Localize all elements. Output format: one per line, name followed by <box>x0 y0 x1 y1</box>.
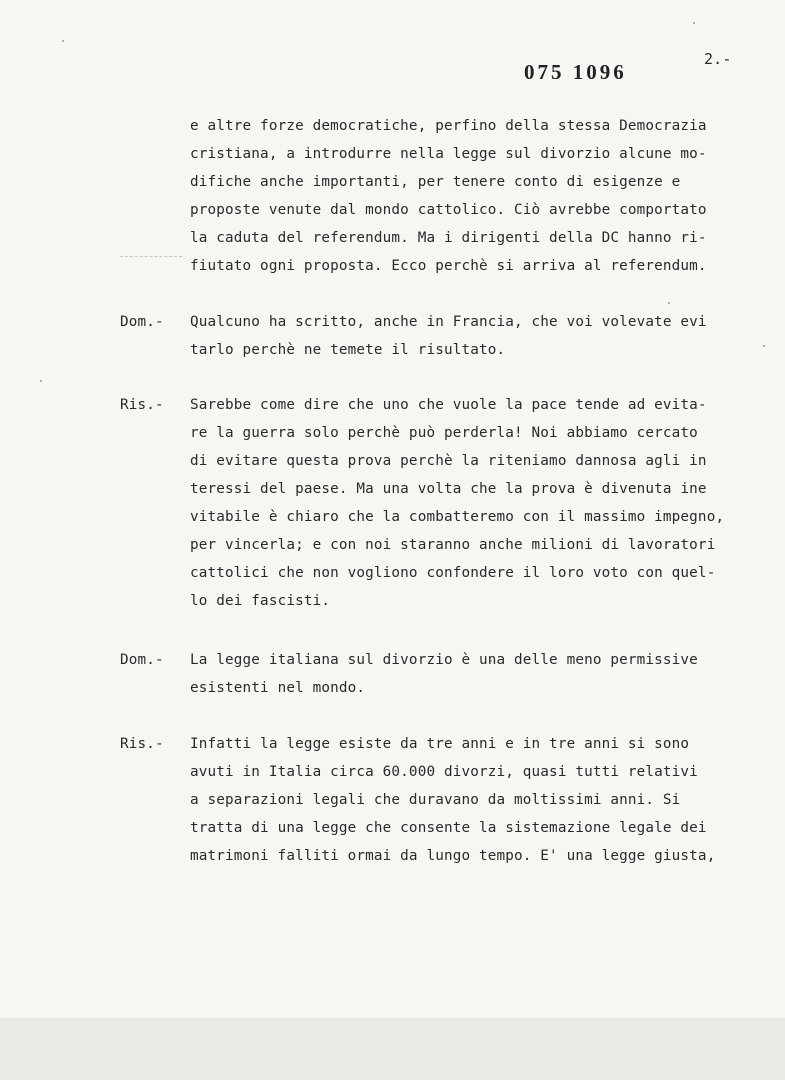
text-line: Infatti la legge esiste da tre anni e in tre anni si sono <box>190 736 690 752</box>
paper-speck <box>693 22 695 24</box>
text-line: fiutato ogni proposta. Ecco perchè si arriva al referendum. <box>190 258 707 274</box>
archive-stamp-number: 075 1096 <box>524 60 627 84</box>
text-line: per vincerla; e con noi staranno anche milioni di lavoratori <box>190 537 716 553</box>
text-line: difiche anche importanti, per tenere conto di esigenze e <box>190 174 681 190</box>
text-line: la caduta del referendum. Ma i dirigenti della DC hanno ri- <box>190 230 707 246</box>
speaker-label: Dom.- <box>120 652 164 668</box>
text-line: avuti in Italia circa 60.000 divorzi, quasi tutti relativi <box>190 764 698 780</box>
text-line: a separazioni legali che duravano da moltissimi anni. Si <box>190 792 681 808</box>
text-line: Sarebbe come dire che uno che vuole la pace tende ad evita- <box>190 397 707 413</box>
text-line: La legge italiana sul divorzio è una delle meno permissive <box>190 652 698 668</box>
page-number: 2.- <box>704 50 732 68</box>
scan-background <box>0 1018 785 1080</box>
text-line: proposte venute dal mondo cattolico. Ciò avrebbe comportato <box>190 202 707 218</box>
paper-speck <box>40 380 42 382</box>
text-line: tarlo perchè ne temete il risultato. <box>190 342 506 358</box>
text-line: lo dei fascisti. <box>190 593 331 609</box>
text-line: di evitare questa prova perchè la riteniamo dannosa agli in <box>190 453 707 469</box>
speaker-label: Ris.- <box>120 736 164 752</box>
margin-mark <box>120 256 182 257</box>
text-line: tratta di una legge che consente la sistemazione legale dei <box>190 820 707 836</box>
speaker-label: Ris.- <box>120 397 164 413</box>
text-line: e altre forze democratiche, perfino della stessa Democrazia <box>190 118 707 134</box>
text-line: teressi del paese. Ma una volta che la prova è divenuta ine <box>190 481 707 497</box>
text-line: cattolici che non vogliono confondere il loro voto con quel- <box>190 565 716 581</box>
text-line: cristiana, a introdurre nella legge sul divorzio alcune mo- <box>190 146 707 162</box>
text-line: esistenti nel mondo. <box>190 680 366 696</box>
speaker-label: Dom.- <box>120 314 164 330</box>
paper-speck <box>62 40 64 42</box>
text-line: vitabile è chiaro che la combatteremo con il massimo impegno, <box>190 509 725 525</box>
paper-speck <box>668 302 670 304</box>
text-line: re la guerra solo perchè può perderla! Noi abbiamo cercato <box>190 425 698 441</box>
paper-speck <box>763 345 765 347</box>
text-line: matrimoni falliti ormai da lungo tempo. E' una legge giusta, <box>190 848 716 864</box>
text-line: Qualcuno ha scritto, anche in Francia, che voi volevate evi <box>190 314 707 330</box>
